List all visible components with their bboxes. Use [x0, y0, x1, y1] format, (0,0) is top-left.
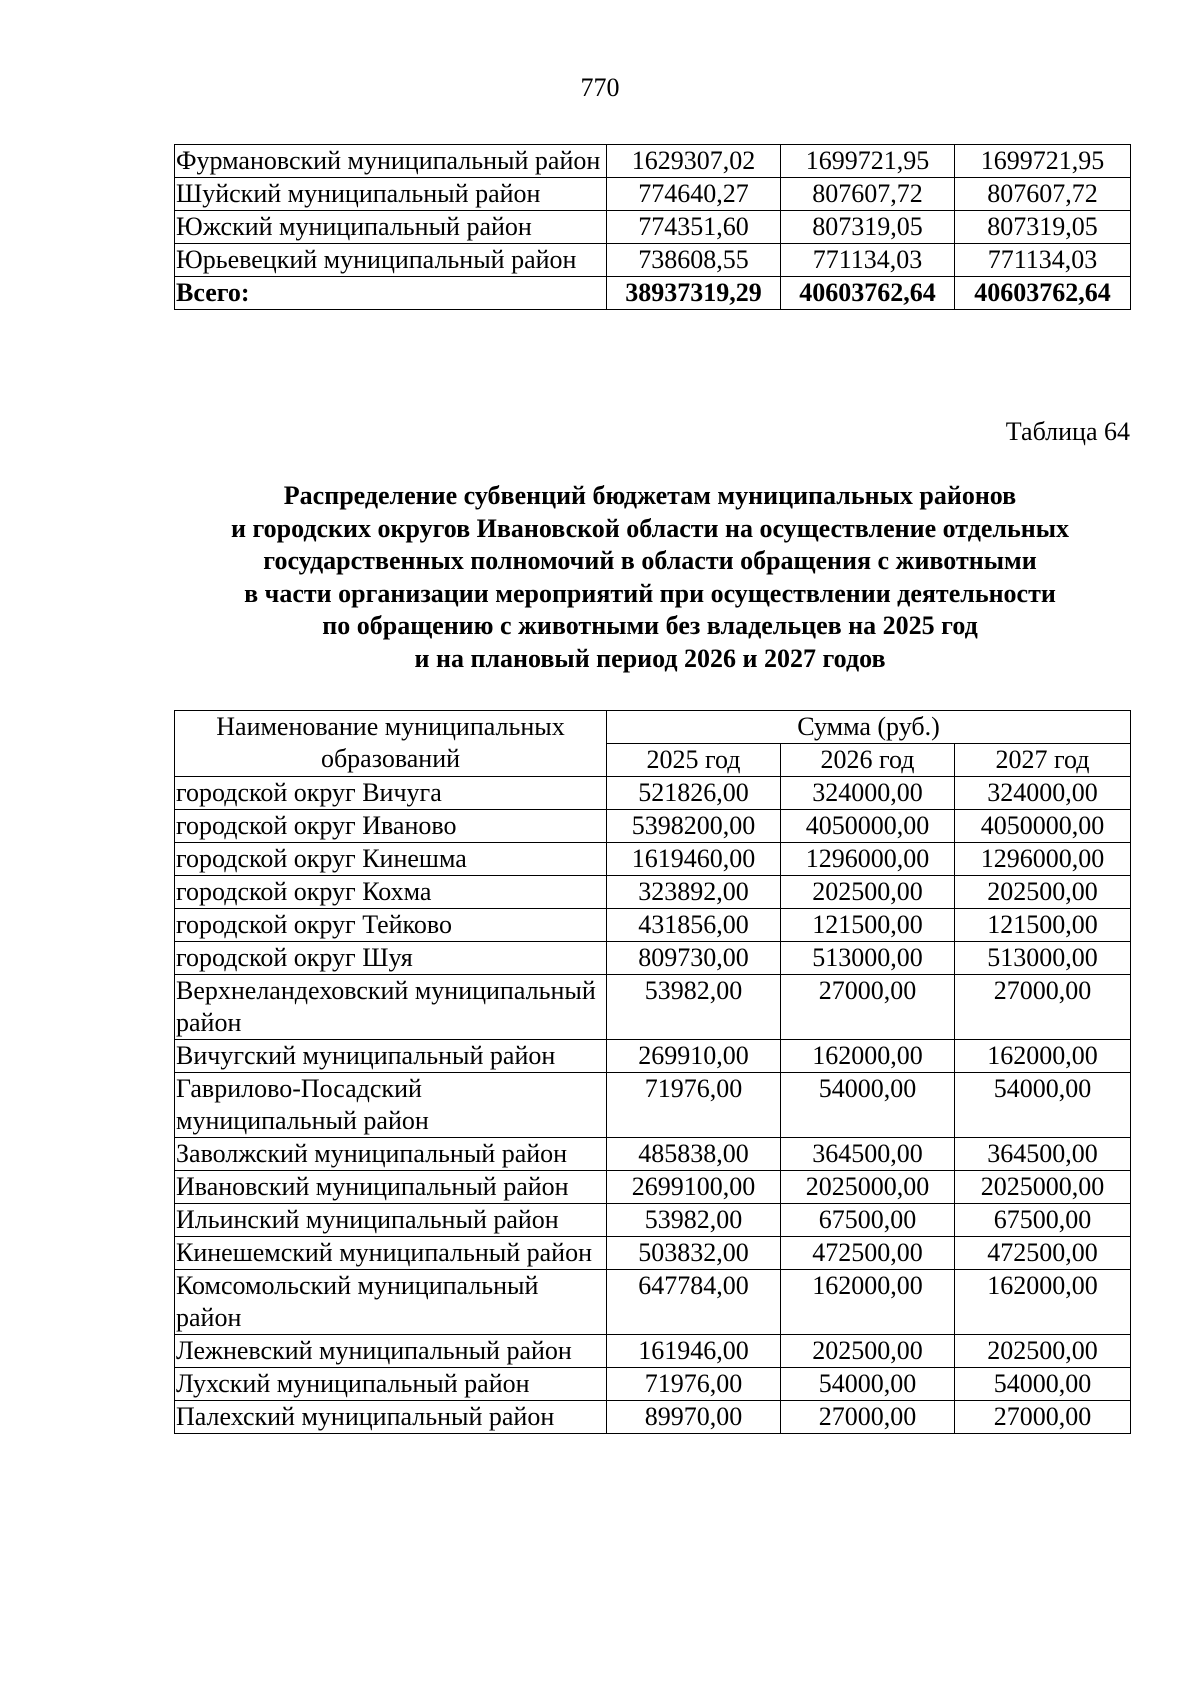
row-name-cell: Лежневский муниципальный район — [175, 1335, 607, 1368]
table-row — [175, 1138, 1131, 1171]
title-line: государственных полномочий в области обращения с животными — [263, 546, 1037, 575]
value-2026-cell: 807319,05 — [781, 211, 955, 244]
header-year-2025: 2025 год — [607, 744, 781, 777]
value-2027-cell: 54000,00 — [955, 1368, 1131, 1401]
row-name-cell: Гаврилово-Посадский муниципальный район — [175, 1073, 607, 1138]
value-2025-cell: 774640,27 — [607, 178, 781, 211]
row-name-cell: Всего: — [175, 277, 607, 310]
value-2026-cell: 324000,00 — [781, 777, 955, 810]
value-2027-cell: 27000,00 — [955, 1401, 1131, 1434]
table-row — [175, 876, 1131, 909]
table-row — [175, 178, 1131, 211]
value-2025-cell: 774351,60 — [607, 211, 781, 244]
value-2027-cell: 121500,00 — [955, 909, 1131, 942]
value-2027-cell: 364500,00 — [955, 1138, 1131, 1171]
main-table-body — [175, 777, 1131, 1434]
value-2026-cell: 364500,00 — [781, 1138, 955, 1171]
table-row — [175, 1270, 1131, 1335]
value-2027-cell: 4050000,00 — [955, 810, 1131, 843]
table-row — [175, 1171, 1131, 1204]
value-2026-cell: 162000,00 — [781, 1270, 955, 1335]
value-2027-cell: 513000,00 — [955, 942, 1131, 975]
table-row — [175, 1335, 1131, 1368]
value-2026-cell: 472500,00 — [781, 1237, 955, 1270]
value-2025-cell: 809730,00 — [607, 942, 781, 975]
row-name-cell: Лухский муниципальный район — [175, 1368, 607, 1401]
table-row — [175, 1204, 1131, 1237]
value-2025-cell: 323892,00 — [607, 876, 781, 909]
value-2027-cell: 202500,00 — [955, 876, 1131, 909]
table-number-label: Таблица 64 — [1005, 417, 1130, 446]
value-2026-cell: 202500,00 — [781, 1335, 955, 1368]
value-2025-cell: 647784,00 — [607, 1270, 781, 1335]
row-name-cell: Палехский муниципальный район — [175, 1401, 607, 1434]
value-2026-cell: 54000,00 — [781, 1073, 955, 1138]
value-2027-cell: 807607,72 — [955, 178, 1131, 211]
row-name-cell: городской округ Тейково — [175, 909, 607, 942]
value-2026-cell: 771134,03 — [781, 244, 955, 277]
value-2025-cell: 53982,00 — [607, 975, 781, 1040]
value-2026-cell: 807607,72 — [781, 178, 955, 211]
table-header — [175, 711, 1131, 777]
value-2026-cell: 1296000,00 — [781, 843, 955, 876]
header-name-column: Наименование муниципальных образований — [175, 711, 607, 777]
value-2027-cell: 472500,00 — [955, 1237, 1131, 1270]
row-name-cell: городской округ Кинешма — [175, 843, 607, 876]
value-2025-cell: 53982,00 — [607, 1204, 781, 1237]
value-2027-cell: 162000,00 — [955, 1040, 1131, 1073]
table-row — [175, 810, 1131, 843]
table-row — [175, 277, 1131, 310]
row-name-cell: Южский муниципальный район — [175, 211, 607, 244]
page-number: 770 — [580, 73, 620, 102]
table-row — [175, 1368, 1131, 1401]
row-name-cell: городской округ Шуя — [175, 942, 607, 975]
value-2026-cell: 40603762,64 — [781, 277, 955, 310]
row-name-cell: Шуйский муниципальный район — [175, 178, 607, 211]
table-row — [175, 1237, 1131, 1270]
table-row — [175, 1073, 1131, 1138]
value-2026-cell: 27000,00 — [781, 1401, 955, 1434]
value-2026-cell: 4050000,00 — [781, 810, 955, 843]
value-2026-cell: 54000,00 — [781, 1368, 955, 1401]
title-line: и на плановый период 2026 и 2027 годов — [414, 643, 886, 673]
continued-table-body — [175, 145, 1131, 310]
value-2025-cell: 2699100,00 — [607, 1171, 781, 1204]
table-row — [175, 1401, 1131, 1434]
table-row — [175, 909, 1131, 942]
row-name-cell: Ильинский муниципальный район — [175, 1204, 607, 1237]
value-2026-cell: 162000,00 — [781, 1040, 955, 1073]
value-2025-cell: 503832,00 — [607, 1237, 781, 1270]
value-2027-cell: 2025000,00 — [955, 1171, 1131, 1204]
subvention-distribution-table — [174, 710, 1131, 1434]
header-year-2026: 2026 год — [781, 744, 955, 777]
title-line: в части организации мероприятий при осуществлении деятельности — [244, 578, 1056, 608]
continued-budget-table — [174, 144, 1131, 310]
row-name-cell: Юрьевецкий муниципальный район — [175, 244, 607, 277]
title-line: Распределение субвенций бюджетам муниципальных районов — [283, 481, 1017, 510]
row-name-cell: городской округ Кохма — [175, 876, 607, 909]
value-2027-cell: 1296000,00 — [955, 843, 1131, 876]
value-2025-cell: 5398200,00 — [607, 810, 781, 843]
value-2025-cell: 71976,00 — [607, 1073, 781, 1138]
value-2027-cell: 771134,03 — [955, 244, 1131, 277]
table-title — [150, 480, 1150, 675]
value-2026-cell: 1699721,95 — [781, 145, 955, 178]
value-2026-cell: 67500,00 — [781, 1204, 955, 1237]
row-name-cell: Вичугский муниципальный район — [175, 1040, 607, 1073]
value-2025-cell: 89970,00 — [607, 1401, 781, 1434]
value-2026-cell: 2025000,00 — [781, 1171, 955, 1204]
value-2025-cell: 38937319,29 — [607, 277, 781, 310]
value-2026-cell: 513000,00 — [781, 942, 955, 975]
table-row — [175, 777, 1131, 810]
value-2027-cell: 162000,00 — [955, 1270, 1131, 1335]
value-2025-cell: 269910,00 — [607, 1040, 781, 1073]
row-name-cell: Комсомольский муниципальный район — [175, 1270, 607, 1335]
table-row — [175, 244, 1131, 277]
value-2026-cell: 27000,00 — [781, 975, 955, 1040]
header-sum-column: Сумма (руб.) — [607, 711, 1131, 744]
row-name-cell: Фурмановский муниципальный район — [175, 145, 607, 178]
value-2027-cell: 202500,00 — [955, 1335, 1131, 1368]
value-2026-cell: 121500,00 — [781, 909, 955, 942]
row-name-cell: Ивановский муниципальный район — [175, 1171, 607, 1204]
value-2027-cell: 54000,00 — [955, 1073, 1131, 1138]
row-name-cell: Кинешемский муниципальный район — [175, 1237, 607, 1270]
value-2025-cell: 71976,00 — [607, 1368, 781, 1401]
table-row — [175, 211, 1131, 244]
row-name-cell: Верхнеландеховский муниципальный район — [175, 975, 607, 1040]
row-name-cell: городской округ Иваново — [175, 810, 607, 843]
value-2026-cell: 202500,00 — [781, 876, 955, 909]
value-2027-cell: 807319,05 — [955, 211, 1131, 244]
value-2027-cell: 40603762,64 — [955, 277, 1131, 310]
value-2027-cell: 1699721,95 — [955, 145, 1131, 178]
title-line: и городских округов Ивановской области на осуществление отдельных — [230, 513, 1070, 543]
title-line: по обращению с животными без владельцев на 2025 год — [322, 611, 978, 640]
table-row — [175, 975, 1131, 1040]
table-row — [175, 942, 1131, 975]
row-name-cell: городской округ Вичуга — [175, 777, 607, 810]
value-2025-cell: 161946,00 — [607, 1335, 781, 1368]
row-name-cell: Заволжский муниципальный район — [175, 1138, 607, 1171]
value-2025-cell: 1619460,00 — [607, 843, 781, 876]
table-row — [175, 145, 1131, 178]
value-2025-cell: 738608,55 — [607, 244, 781, 277]
value-2025-cell: 485838,00 — [607, 1138, 781, 1171]
value-2025-cell: 431856,00 — [607, 909, 781, 942]
value-2025-cell: 521826,00 — [607, 777, 781, 810]
value-2027-cell: 324000,00 — [955, 777, 1131, 810]
table-row — [175, 1040, 1131, 1073]
header-year-2027: 2027 год — [955, 744, 1131, 777]
value-2027-cell: 67500,00 — [955, 1204, 1131, 1237]
table-row — [175, 843, 1131, 876]
value-2027-cell: 27000,00 — [955, 975, 1131, 1040]
value-2025-cell: 1629307,02 — [607, 145, 781, 178]
